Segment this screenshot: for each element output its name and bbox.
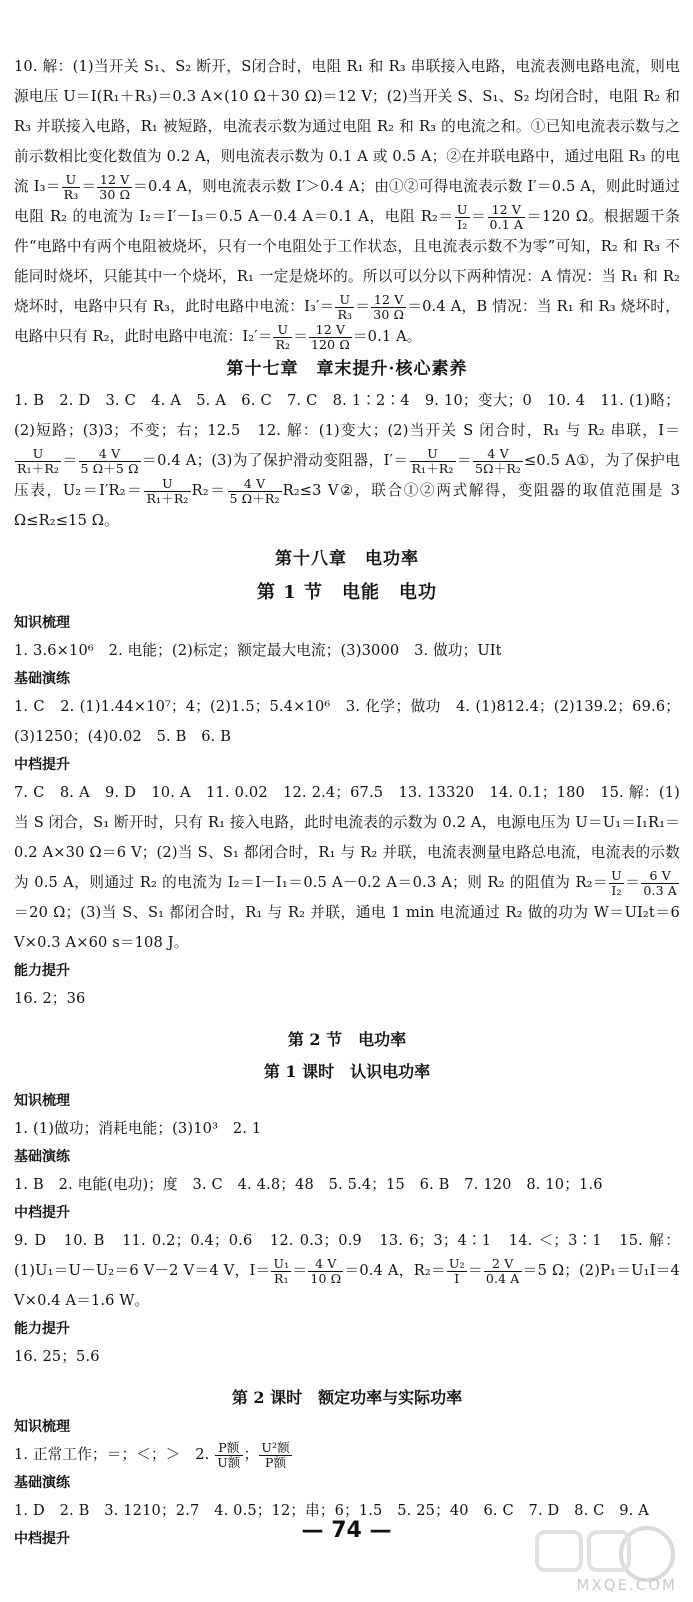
section-1-title: 第 1 节 电能 电功: [256, 582, 438, 603]
fraction: $\frac{U}{\text{R₃}}$: [337, 291, 353, 322]
fraction: $\frac{U}{\text{I₂}}$: [456, 201, 468, 232]
fraction: $\frac{U}{\text{R₁＋R₂}}$: [411, 445, 454, 476]
heading-knowledge: 知识梳理: [14, 1419, 70, 1435]
fraction: $\frac{12 V}{120 \Omega}$: [310, 321, 350, 352]
lesson-1-title: 第 1 课时 认识电功率: [263, 1062, 431, 1081]
lesson-1-knowledge: 1. (1)做功；消耗电能；(3)10³ 2. 1: [14, 1120, 262, 1137]
lesson-2-basic: 1. D 2. B 3. 1210；2.7 4. 0.5；12；串；6；1.5 5. 25；40 6. C 7. D 8. C 9. A: [14, 1502, 649, 1519]
lesson-1-mid: 9. D 10. B 11. 0.2；0.4；0.6 12. 0.3；0.9 13. 6；3；4∶1 14. ＜；3∶1 15. 解：(1)U₁＝U－U₂＝6 V－2 V＝4 V，I＝ $\frac{\text{U₁}}{\text{R₁}}$ ＝ $\frac{4 V}{10 \Omega}$ ＝0.4 A，R₂＝ $\frac{\text{U₂}}{I}$ ＝ $\frac{2 V}{0.4 A}$ ＝5 Ω；(2)P₁＝U₁I＝4 V×0.4 A＝1.6 W。: [14, 1232, 680, 1309]
page-number: — 74 —: [301, 1518, 392, 1543]
fraction: $\frac{U}{\text{R₁＋R₂}}$: [17, 445, 60, 476]
fraction: $\frac{\text{U₂}}{I}$: [448, 1255, 465, 1286]
section-2-title: 第 2 节 电功率: [287, 1030, 407, 1049]
answer-10: 10. 解：(1)当开关 S₁、S₂ 断开，S闭合时，电阻 R₁ 和 R₃ 串联接入电路，电流表测电路电流，则电源电压 U＝I(R₁＋R₃)＝0.3 A×(10 Ω＋30 Ω)＝12 V；(2)当开关 S、S₁、S₂ 均闭合时，电阻 R₂ 和 R₃ 并联接入电路，R₁ 被短路，电流表示数为通过电阻 R₂ 和 R₃ 的电流之和。①已知电流表示数与之前示数相比变化数值为 0.2 A，则电流表示数为 0.1 A 或 0.5 A；②在并联电路中，通过电阻 R₃ 的电流 I₃＝ $\frac{U}{\text{R₃}}$ ＝ $\frac{12 V}{30 \Omega}$ ＝0.4 A，则电流表示数 I′＞0.4 A；由①②可得电流表示数 I′＝0.5 A，则此时通过电阻 R₂ 的电流为 I₂＝I′－I₃＝0.5 A－0.4 A＝0.1 A，电阻 R₂＝ $\frac{U}{\text{I₂}}$ ＝ $\frac{12 V}{0.1 A}$ ＝120 Ω。根据题干条件“电路中有两个电阻被烧坏，只有一个电阻处于工作状态，且电流表示数不为零”可知，R₂ 和 R₃ 不能同时烧坏，只能其中一个烧坏，R₁ 一定是烧坏的。所以可以分以下两种情况：A 情况：当 R₁ 和 R₂ 烧坏时，电路中只有 R₃，此时电路中电流：I₃′＝ $\frac{U}{\text{R₃}}$ ＝ $\frac{12 V}{30 \Omega}$ ＝0.4 A，B 情况：当 R₁ 和 R₃ 烧坏时，电路中只有 R₂，此时电路中电流：I₂′＝ $\frac{U}{\text{R₂}}$ ＝ $\frac{12 V}{120 \Omega}$ ＝0.1 A。: [14, 58, 680, 352]
fraction: $\frac{12 V}{30 \Omega}$: [373, 291, 405, 322]
fraction: $\frac{2 V}{0.4 A}$: [485, 1255, 520, 1286]
watermark-text: MXQE.COM: [576, 1576, 677, 1594]
section-1-ability: 16. 2；36: [14, 990, 86, 1007]
heading-knowledge: 知识梳理: [14, 1093, 70, 1109]
section-1-knowledge: 1. 3.6×10⁶ 2. 电能；(2)标定；额定最大电流；(3)3000 3. 做功；UIt: [14, 642, 502, 659]
heading-mid: 中档提升: [14, 1531, 70, 1547]
lesson-1-basic: 1. B 2. 电能(电功)；度 3. C 4. 4.8；48 5. 5.4；15 6. B 7. 120 8. 10；1.6: [14, 1176, 603, 1193]
heading-basic: 基础演练: [14, 1149, 70, 1165]
answer-page: [14, 52, 680, 1552]
fraction: $\frac{4 V}{\text{5 Ω＋R₂}}$: [229, 475, 280, 506]
fraction: $\frac{U}{\text{R₃}}$: [63, 171, 79, 202]
fraction: $\frac{6 V}{0.3 A}$: [643, 867, 677, 898]
fraction: $\frac{4 V}{5 \Omega+5 \Omega}$: [80, 445, 139, 476]
heading-ability: 能力提升: [14, 963, 70, 979]
section-1-mid: 7. C 8. A 9. D 10. A 11. 0.02 12. 2.4；67.5 13. 13320 14. 0.1；180 15. 解：(1)当 S 闭合，S₁ 断开时，只有 R₁ 接入电路，此时电流表的示数为 0.2 A，电源电压为 U＝U₁＝I₁R₁＝0.2 A×30 Ω＝6 V；(2)当 S、S₁ 都闭合时，R₁ 与 R₂ 并联，电流表测量电路总电流，电流表的示数为 0.5 A，则通过 R₂ 的电流为 I₂＝I－I₁＝0.5 A－0.2 A＝0.3 A；则 R₂ 的阻值为 R₂＝ $\frac{U}{\text{I₂}}$ ＝ $\frac{6 V}{0.3 A}$ ＝20 Ω；(3)当 S、S₁ 都闭合时，R₁ 与 R₂ 并联，通电 1 min 电流通过 R₂ 做的功为 W＝UI₂t＝6 V×0.3 A×60 s＝108 J。: [14, 784, 680, 951]
lesson-2-knowledge: 1. 正常工作；＝；＜；＞ 2. $\frac{\text{P额}}{\text{U额}}$ ； $\frac{\text{U²额}}{\text{P额}}$: [14, 1439, 290, 1470]
fraction: $\frac{4 V}{10 \Omega}$: [310, 1255, 342, 1286]
lesson-1-ability: 16. 25；5.6: [14, 1348, 100, 1365]
section-1-basic: 1. C 2. (1)1.44×10⁷；4；(2)1.5；5.4×10⁶ 3. 化学；做功 4. (1)812.4；(2)139.2；69.6；(3)1250；(4)0.02 5. B 6. B: [14, 698, 680, 745]
fraction: $\frac{U}{\text{R₂}}$: [275, 321, 291, 352]
text: 10. 解：(1)当开关 S₁、S₂ 断开，S闭合时，电阻 R₁ 和 R₃ 串联接入电路，电流表测电路电流，则电源电压 U＝I(R₁＋R₃)＝0.3 A×(10 Ω＋30 Ω)＝12 V；(2)当开关 S、S₁、S₂ 均闭合时，电阻 R₂ 和 R₃ 并联接入电路，R₁ 被短路，电流表示数为通过电阻 R₂ 和 R₃ 的电流之和。①已知电流表示数与之前示数相比变化数值为 0.2 A，则电流表示数为 0.1 A 或 0.5 A；②在并联电路中，通过电阻 R₃ 的电流 I₃＝: [14, 58, 680, 195]
fraction: $\frac{12 V}{30 \Omega}$: [99, 171, 131, 202]
heading-basic: 基础演练: [14, 671, 70, 687]
watermark-logo: [497, 1520, 687, 1598]
fraction: $\frac{\text{U²额}}{\text{P额}}$: [261, 1439, 290, 1470]
heading-mid: 中档提升: [14, 757, 70, 773]
fraction: $\frac{U}{\text{R₁＋R₂}}$: [146, 475, 189, 506]
heading-basic: 基础演练: [14, 1475, 70, 1491]
chapter-17-title: 第十七章 章末提升·核心素养: [226, 359, 468, 379]
chapter-17-answers: 1. B 2. D 3. C 4. A 5. A 6. C 7. C 8. 1∶2∶4 9. 10；变大；0 10. 4 11. (1)略；(2)短路；(3)3；不变；右；12.5 12. 解：(1)变大；(2)当开关 S 闭合时，R₁ 与 R₂ 串联，I＝ $\frac{U}{\text{R₁＋R₂}}$ ＝ $\frac{4 V}{5 \Omega+5 \Omega}$ ＝0.4 A；(3)为了保护滑动变阻器，I′＝ $\frac{U}{\text{R₁＋R₂}}$ ＝ $\frac{4 V}{\text{5Ω＋R₂}}$ ≤0.5 A①，为了保护电压表，U₂＝I′R₂＝ $\frac{U}{\text{R₁＋R₂}}$ R₂＝ $\frac{4 V}{\text{5 Ω＋R₂}}$ R₂≤3 V②，联合①②两式解得，变阻器的取值范围是 3 Ω≤R₂≤15 Ω。: [14, 392, 681, 529]
lesson-2-title: 第 2 课时 额定功率与实际功率: [231, 1388, 463, 1407]
heading-ability: 能力提升: [14, 1321, 70, 1337]
fraction: $\frac{12 V}{0.1 A}$: [489, 201, 524, 232]
fraction: $\frac{\text{P额}}{\text{U额}}$: [217, 1439, 241, 1470]
fraction: $\frac{\text{U₁}}{\text{R₁}}$: [273, 1255, 290, 1286]
fraction: $\frac{4 V}{\text{5Ω＋R₂}}$: [475, 445, 522, 476]
heading-knowledge: 知识梳理: [14, 615, 70, 631]
heading-mid: 中档提升: [14, 1205, 70, 1221]
chapter-18-title: 第十八章 电功率: [275, 549, 419, 569]
fraction: $\frac{U}{\text{I₂}}$: [611, 867, 622, 898]
